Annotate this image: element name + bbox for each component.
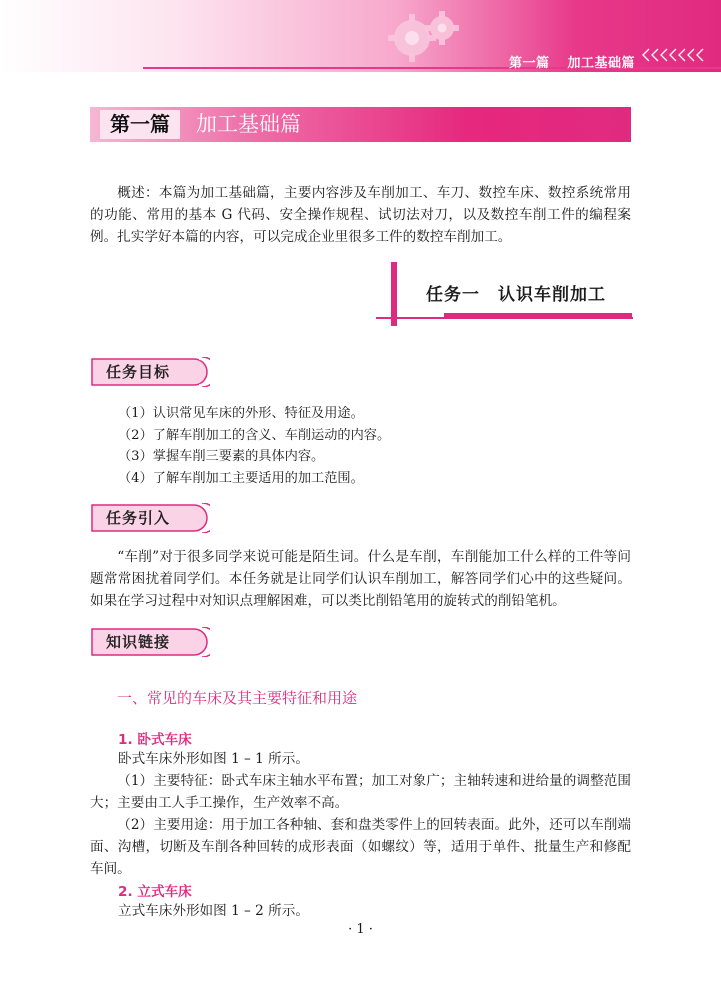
knowledge-heading: 知识链接 (106, 633, 171, 651)
list-item: （3）掌握车削三要素的具体内容。 (118, 449, 325, 464)
section-pill-knowledge (90, 627, 210, 657)
header-part-name: 加工基础篇 (567, 56, 635, 71)
page-number: · 1 · (348, 922, 373, 937)
list-item: （2）了解车削加工的含义、车削运动的内容。 (118, 427, 391, 443)
goals-heading: 任务目标 (106, 363, 171, 381)
sub1-uses-paragraph (90, 814, 631, 880)
task-heading-underline (444, 313, 632, 317)
sub1-features-paragraph (90, 770, 631, 814)
section-title: 一、常见的车床及其主要特征和用途 (117, 689, 358, 707)
intro-heading: 任务引入 (106, 509, 171, 527)
sub1-intro-line: 卧式车床外形如图 1 – 1 所示。 (118, 751, 309, 767)
part-label: 第一篇 (100, 110, 180, 139)
chevron-arrows-icon (641, 47, 707, 63)
intro-paragraph (90, 546, 631, 612)
overview-paragraph (90, 182, 631, 248)
page-header (0, 0, 721, 72)
section-pill-goals (90, 357, 210, 387)
task-title: 任务一 认识车削加工 (426, 285, 606, 305)
sub1-uses-text: （2）主要用途：用于加工各种轴、套和盘类零件上的回转表面。此外，还可以车削端面、沟槽，切断及车削各种回转的成形表面（如螺纹）等，适用于单件、批量生产和修配车间。 (90, 817, 631, 877)
intro-text: “车削”对于很多同学来说可能是陌生词。什么是车削，车削能加工什么样的工件等问题常常困扰着同学们。本任务就是让同学们认识车削加工，解答同学们心中的这些疑问。如果在学习过程中对知识点理解困难，可以类比削铅笔用的旋转式的削铅笔机。 (90, 549, 631, 609)
sub1-features-text: （1）主要特征：卧式车床主轴水平布置；加工对象广；主轴转速和进给量的调整范围大；主要由工人手工操作，生产效率不高。 (90, 773, 631, 811)
subsection-title-2: 2. 立式车床 (118, 884, 192, 900)
gear-icon (372, 6, 468, 70)
part-title: 加工基础篇 (196, 112, 301, 136)
section-pill-intro (90, 503, 210, 533)
list-item: （1）认识常见车床的外形、特征及用途。 (118, 406, 364, 421)
list-item: （4）了解车削加工主要适用的加工范围。 (118, 470, 364, 486)
task-heading-rule (376, 317, 633, 319)
sub2-intro-line: 立式车床外形如图 1 – 2 所示。 (118, 903, 309, 919)
running-header (509, 52, 635, 71)
header-part: 第一篇 (508, 56, 550, 71)
overview-text: 概述：本篇为加工基础篇，主要内容涉及车削加工、车刀、数控车床、数控系统常用的功能、常用的基本 G 代码、安全操作规程、试切法对刀，以及数控车削工件的编程案例。扎实学好本篇的内容，可以完成企业里很多工件的数控车削加工。 (90, 185, 631, 245)
subsection-title-1: 1. 卧式车床 (118, 732, 192, 748)
goals-list (118, 403, 390, 489)
